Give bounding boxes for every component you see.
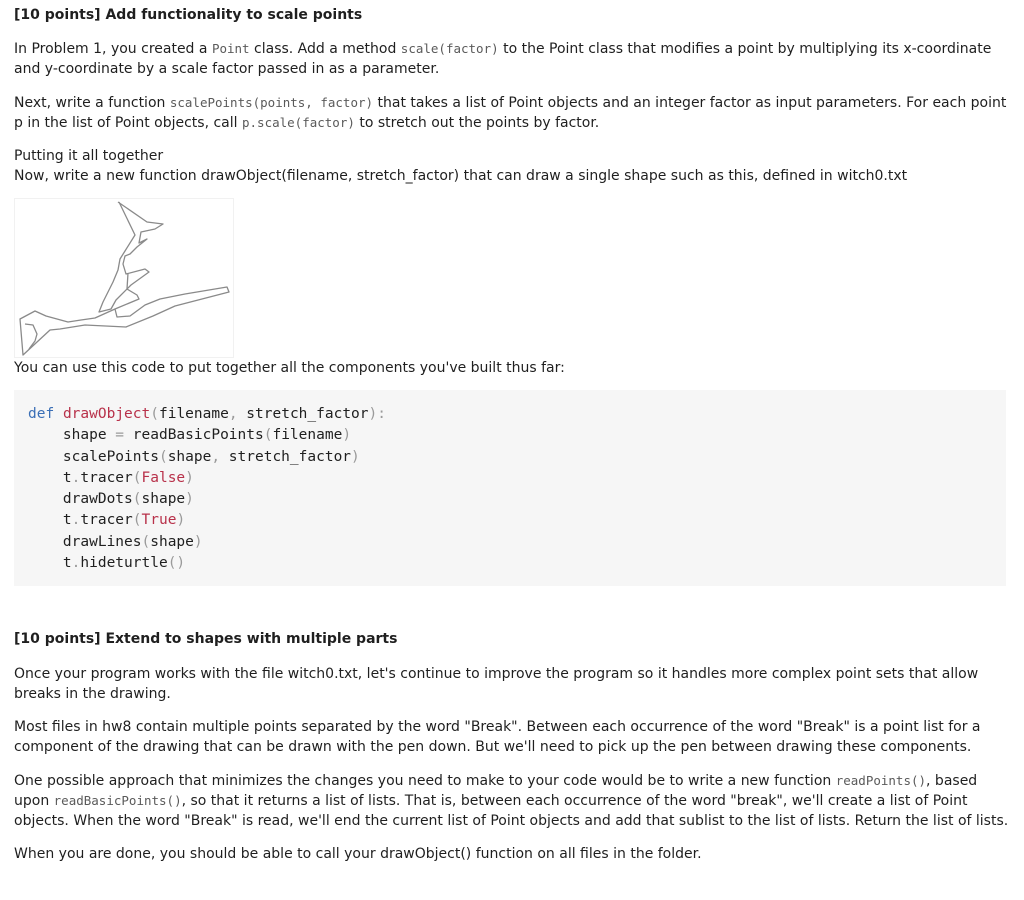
- paragraph-read-points: One possible approach that minimizes the changes you need to make to your code would be to write a new function readPoints(), based upon readBasicPoints(), so that it returns a list of lists. That is, between each occurrence of the word "break", we'll create a list of Point objects. When the word "Break" is read, we'll end the current list of Point objects and add that sublist to the list of lists. Return the list of lists.: [14, 773, 1009, 829]
- paragraph-scale-points: Next, write a function scalePoints(points, factor) that takes a list of Point objects and an integer factor as input parameters. For each point p in the list of Point objects, call p.scale(factor) to stretch out the points by factor.: [14, 95, 1007, 131]
- paragraph-putting-together: Putting it all together Now, write a new function drawObject(filename, stretch_factor) that can draw a single shape such as this, defined in witch0.txt: [14, 148, 908, 184]
- inline-code-point: Point: [211, 41, 250, 56]
- section-heading-multiple-parts: [10 points] Extend to shapes with multiple parts: [14, 631, 398, 647]
- inline-code-p-scale: p.scale(factor): [242, 115, 355, 130]
- inline-code-readpoints: readPoints(): [835, 773, 927, 788]
- witch-drawing-icon: [15, 199, 233, 357]
- code-listing: [14, 390, 1006, 574]
- code-line-3: scalePoints(shape, stretch_factor): [62, 448, 360, 465]
- code-line-4: t.tracer(False): [62, 469, 194, 486]
- code-line-5: drawDots(shape): [62, 491, 194, 508]
- code-line-2: shape = readBasicPoints(filename): [62, 427, 352, 444]
- code-block: [14, 390, 1006, 586]
- code-line-8: t.hideturtle(): [62, 555, 186, 572]
- inline-code-readbasicpoints: readBasicPoints(): [53, 793, 182, 808]
- section-heading-scale: [10 points] Add functionality to scale points: [14, 7, 363, 23]
- inline-code-scalepoints: scalePoints(points, factor): [169, 95, 374, 110]
- code-line-1: def drawObject(filename, stretch_factor):: [28, 406, 386, 422]
- paragraph-point-class: In Problem 1, you created a Point class. Add a method scale(factor) to the Point class that modifies a point by multiplying its x-coordinate and y-coordinate by a scale factor passed in as a parameter.: [14, 41, 992, 77]
- paragraph-improve-program: Once your program works with the file witch0.txt, let's continue to improve the program so it handles more complex point sets that allow breaks in the drawing.: [14, 666, 979, 702]
- code-line-7: drawLines(shape): [62, 533, 203, 550]
- paragraph-use-code: You can use this code to put together all the components you've built thus far:: [14, 360, 565, 376]
- paragraph-break-word: Most files in hw8 contain multiple points separated by the word "Break". Between each occurrence of the word "Break" is a point list for a component of the drawing that can be drawn with the pen down. But we'll need to pick up the pen between drawing these components.: [14, 719, 981, 755]
- paragraph-when-done: When you are done, you should be able to call your drawObject() function on all files in the folder.: [14, 846, 702, 862]
- code-line-6: t.tracer(True): [62, 512, 186, 529]
- inline-code-scale: scale(factor): [400, 41, 499, 56]
- witch-figure: [14, 198, 234, 358]
